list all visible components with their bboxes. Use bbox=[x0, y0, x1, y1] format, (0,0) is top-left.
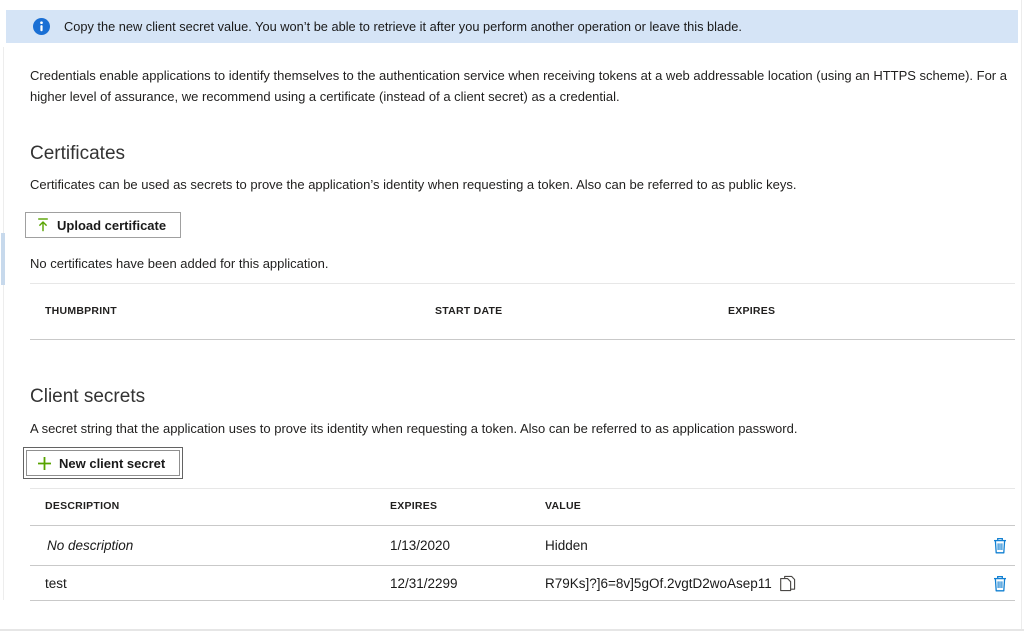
info-icon bbox=[33, 18, 50, 35]
certificates-section-title: Certificates bbox=[30, 143, 126, 164]
info-banner-text: Copy the new client secret value. You won’t be able to retrieve it after you perform another operation or leave this blade. bbox=[64, 19, 742, 34]
upload-icon bbox=[37, 218, 49, 232]
column-header-value: VALUE bbox=[545, 500, 582, 512]
certificates-description: Certificates can be used as secrets to prove the application’s identity when requesting a token. Also can be referred to as public keys. bbox=[30, 177, 797, 192]
new-client-secret-focus-ring bbox=[23, 447, 183, 479]
client-secrets-description: A secret string that the application uses to prove its identity when requesting a token. Also can be referred to as application password. bbox=[30, 421, 798, 436]
info-banner bbox=[6, 10, 1018, 43]
blade-scrollbar-track bbox=[3, 47, 4, 600]
table-bottom-border bbox=[30, 600, 1015, 601]
secret-value-cell bbox=[545, 566, 796, 601]
secret-description: test bbox=[45, 576, 67, 591]
trash-icon bbox=[993, 537, 1007, 554]
certificates-table-header bbox=[0, 283, 1024, 339]
upload-certificate-button[interactable] bbox=[25, 212, 181, 238]
secret-expires: 12/31/2299 bbox=[390, 576, 458, 591]
intro-text: Credentials enable applications to identify themselves to the authentication service when receiving tokens at a web addressable location (using an HTTPS scheme). For a higher level of assurance, we recommend using a certificate (instead of a client secret) as a credential. bbox=[30, 68, 1007, 104]
copy-value-button[interactable] bbox=[779, 574, 796, 593]
column-header-expires: EXPIRES bbox=[390, 500, 438, 512]
delete-secret-button[interactable] bbox=[993, 575, 1007, 592]
column-header-expires: EXPIRES bbox=[728, 305, 776, 317]
upload-certificate-label: Upload certificate bbox=[57, 217, 167, 233]
column-header-thumbprint: THUMBPRINT bbox=[45, 305, 117, 317]
certificates-header-divider bbox=[30, 339, 1015, 340]
client-secrets-section-title: Client secrets bbox=[30, 386, 146, 407]
certificates-empty-message: No certificates have been added for this application. bbox=[30, 256, 329, 271]
column-header-description: DESCRIPTION bbox=[45, 500, 120, 512]
new-client-secret-label: New client secret bbox=[59, 455, 166, 471]
blade-scrollbar-thumb[interactable] bbox=[1, 233, 5, 285]
copy-icon bbox=[779, 574, 796, 593]
secret-value: Hidden bbox=[545, 538, 588, 553]
plus-icon bbox=[38, 457, 51, 470]
delete-secret-button[interactable] bbox=[993, 537, 1007, 554]
secret-description: No description bbox=[47, 538, 134, 553]
secret-value: R79Ks]?]6=8v]5gOf.2vgtD2woAsep11 bbox=[545, 576, 772, 591]
trash-icon bbox=[993, 575, 1007, 592]
blade-right-border bbox=[1021, 0, 1022, 631]
secrets-table-header bbox=[0, 488, 1024, 525]
client-secret-row bbox=[0, 526, 1024, 565]
column-header-start-date: START DATE bbox=[435, 305, 503, 317]
client-secret-row bbox=[0, 566, 1024, 601]
new-client-secret-button[interactable] bbox=[26, 450, 180, 476]
secret-expires: 1/13/2020 bbox=[390, 538, 451, 553]
